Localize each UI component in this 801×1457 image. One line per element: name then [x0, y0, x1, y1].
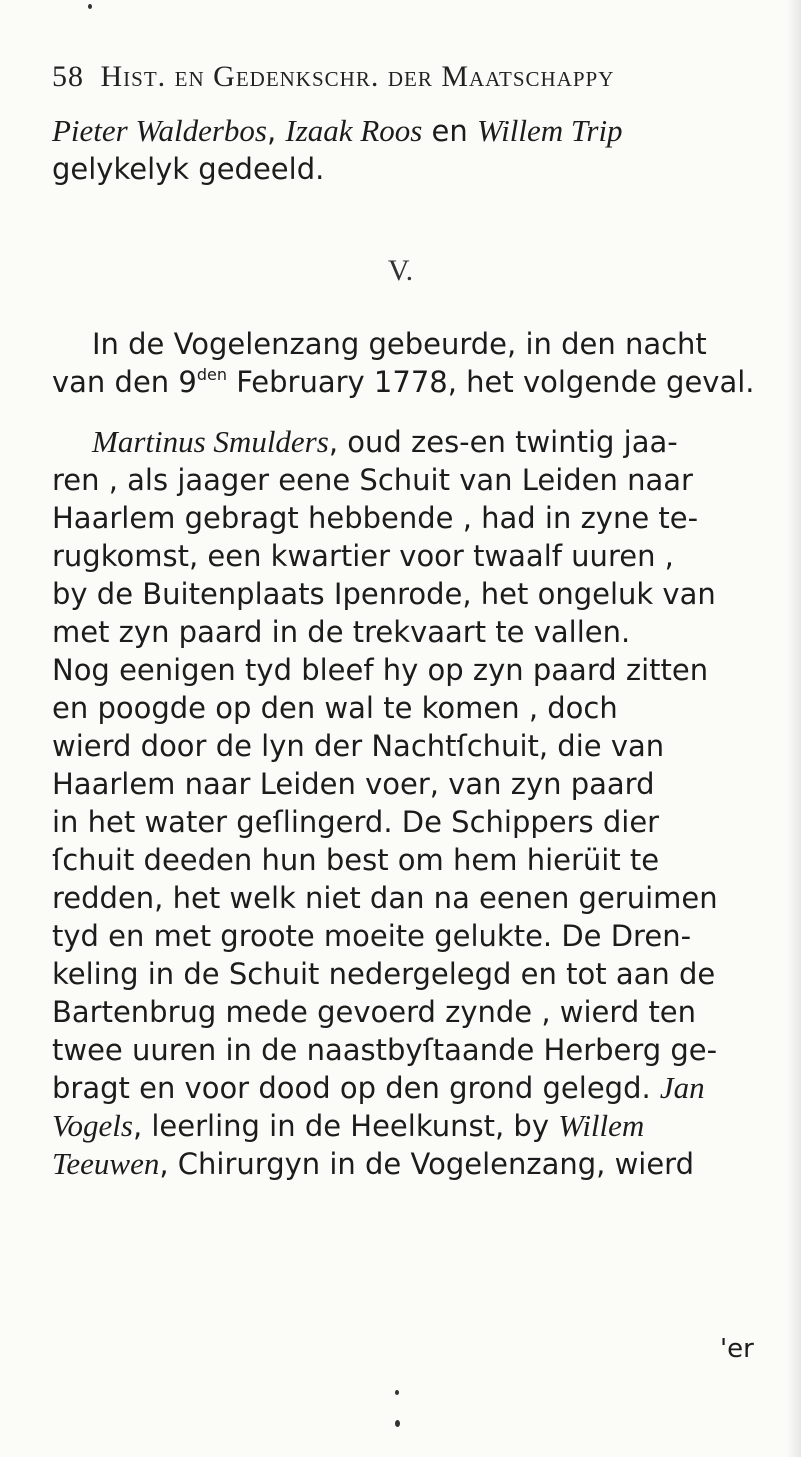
para2-line-9: wierd door de lyn der Nachtſchuit, die van	[52, 729, 665, 763]
para2-line-18	[52, 1069, 742, 1107]
para2-line-16: Bartenbrug mede gevoerd zynde , wierd ten	[52, 995, 697, 1029]
para2-line-4: rugkomst, een kwartier voor twaalf uuren ,	[52, 539, 674, 573]
para2-line-20	[52, 1145, 742, 1183]
print-speck	[88, 4, 92, 9]
intro-comma: ,	[266, 114, 286, 148]
name-willem: Willem	[558, 1108, 645, 1143]
para2-line-20-text: , Chirurgyn in de Vogelenzang, wierd	[159, 1147, 695, 1181]
paragraph-2	[52, 423, 742, 1183]
para2-line-11: in het water geſlingerd. De Schippers dier	[52, 805, 660, 839]
header-title-prefix: Hist. en Gedenkschr. der	[100, 60, 433, 93]
para1-line-2-start: van den 9	[52, 365, 197, 399]
para2-line-7: Nog eenigen tyd bleef hy op zyn paard zitten	[52, 653, 709, 687]
paragraph-1	[52, 325, 755, 401]
para2-line-17: twee uuren in de naastbyſtaande Herberg ge-	[52, 1033, 718, 1067]
para2-line-12: ſchuit deeden hun best om hem hierüit te	[52, 843, 660, 877]
name-pieter-walderbos: Pieter Walderbos	[52, 113, 267, 148]
intro-line-1	[52, 112, 742, 150]
intro-block	[52, 112, 742, 188]
para2-line-2: ren , als jaager eene Schuit van Leiden naar	[52, 463, 693, 497]
para2-line-13: redden, het welk niet dan na eenen geruimen	[52, 881, 718, 915]
para2-line-8: en poogde op den wal te komen , doch	[52, 691, 618, 725]
name-martinus-smulders: Martinus Smulders	[92, 424, 329, 459]
section-number: V.	[387, 254, 414, 287]
para2-line-19-text: , leerling in de Heelkunst, by	[132, 1109, 549, 1143]
catchword: 'er	[720, 1334, 754, 1364]
para2-line-3: Haarlem gebragt hebbende , had in zyne te-	[52, 501, 699, 535]
page-edge-shadow	[787, 0, 801, 1457]
name-willem-trip: Willem Trip	[477, 113, 623, 148]
para2-line-14: tyd en met groote moeite gelukte. De Dren-	[52, 919, 692, 953]
intro-en: en	[422, 114, 477, 148]
page-number: 58	[52, 60, 84, 93]
para2-line-1-rest: , oud zes-en twintig jaa-	[328, 425, 678, 459]
para1-line-2-end: February 1778, het volgende geval.	[226, 365, 755, 399]
running-header	[52, 60, 772, 94]
para2-line-15: keling in de Schuit nedergelegd en tot aan de	[52, 957, 716, 991]
para1-line-2	[52, 363, 755, 401]
print-speck	[395, 1420, 400, 1427]
para2-line-10: Haarlem naar Leiden voer, van zyn paard	[52, 767, 655, 801]
para2-line-18-text: bragt en voor dood op den grond gelegd.	[52, 1071, 651, 1105]
para2-line-6: met zyn paard in de trekvaart te vallen.	[52, 615, 631, 649]
para2-line-19	[52, 1107, 742, 1145]
intro-line-2: gelykelyk gedeeld.	[52, 152, 325, 186]
para2-line-1	[52, 423, 742, 461]
name-vogels: Vogels	[52, 1108, 133, 1143]
header-title-suffix: Maatschappy	[441, 60, 615, 93]
print-speck	[395, 1390, 399, 1395]
superscript-den: den	[196, 365, 227, 384]
para1-line-1: In de Vogelenzang gebeurde, in den nacht	[92, 327, 707, 361]
name-jan: Jan	[659, 1070, 705, 1105]
name-izaak-roos: Izaak Roos	[285, 113, 423, 148]
para2-line-5: by de Buitenplaats Ipenrode, het ongeluk van	[52, 577, 716, 611]
name-teeuwen: Teeuwen	[52, 1146, 160, 1181]
